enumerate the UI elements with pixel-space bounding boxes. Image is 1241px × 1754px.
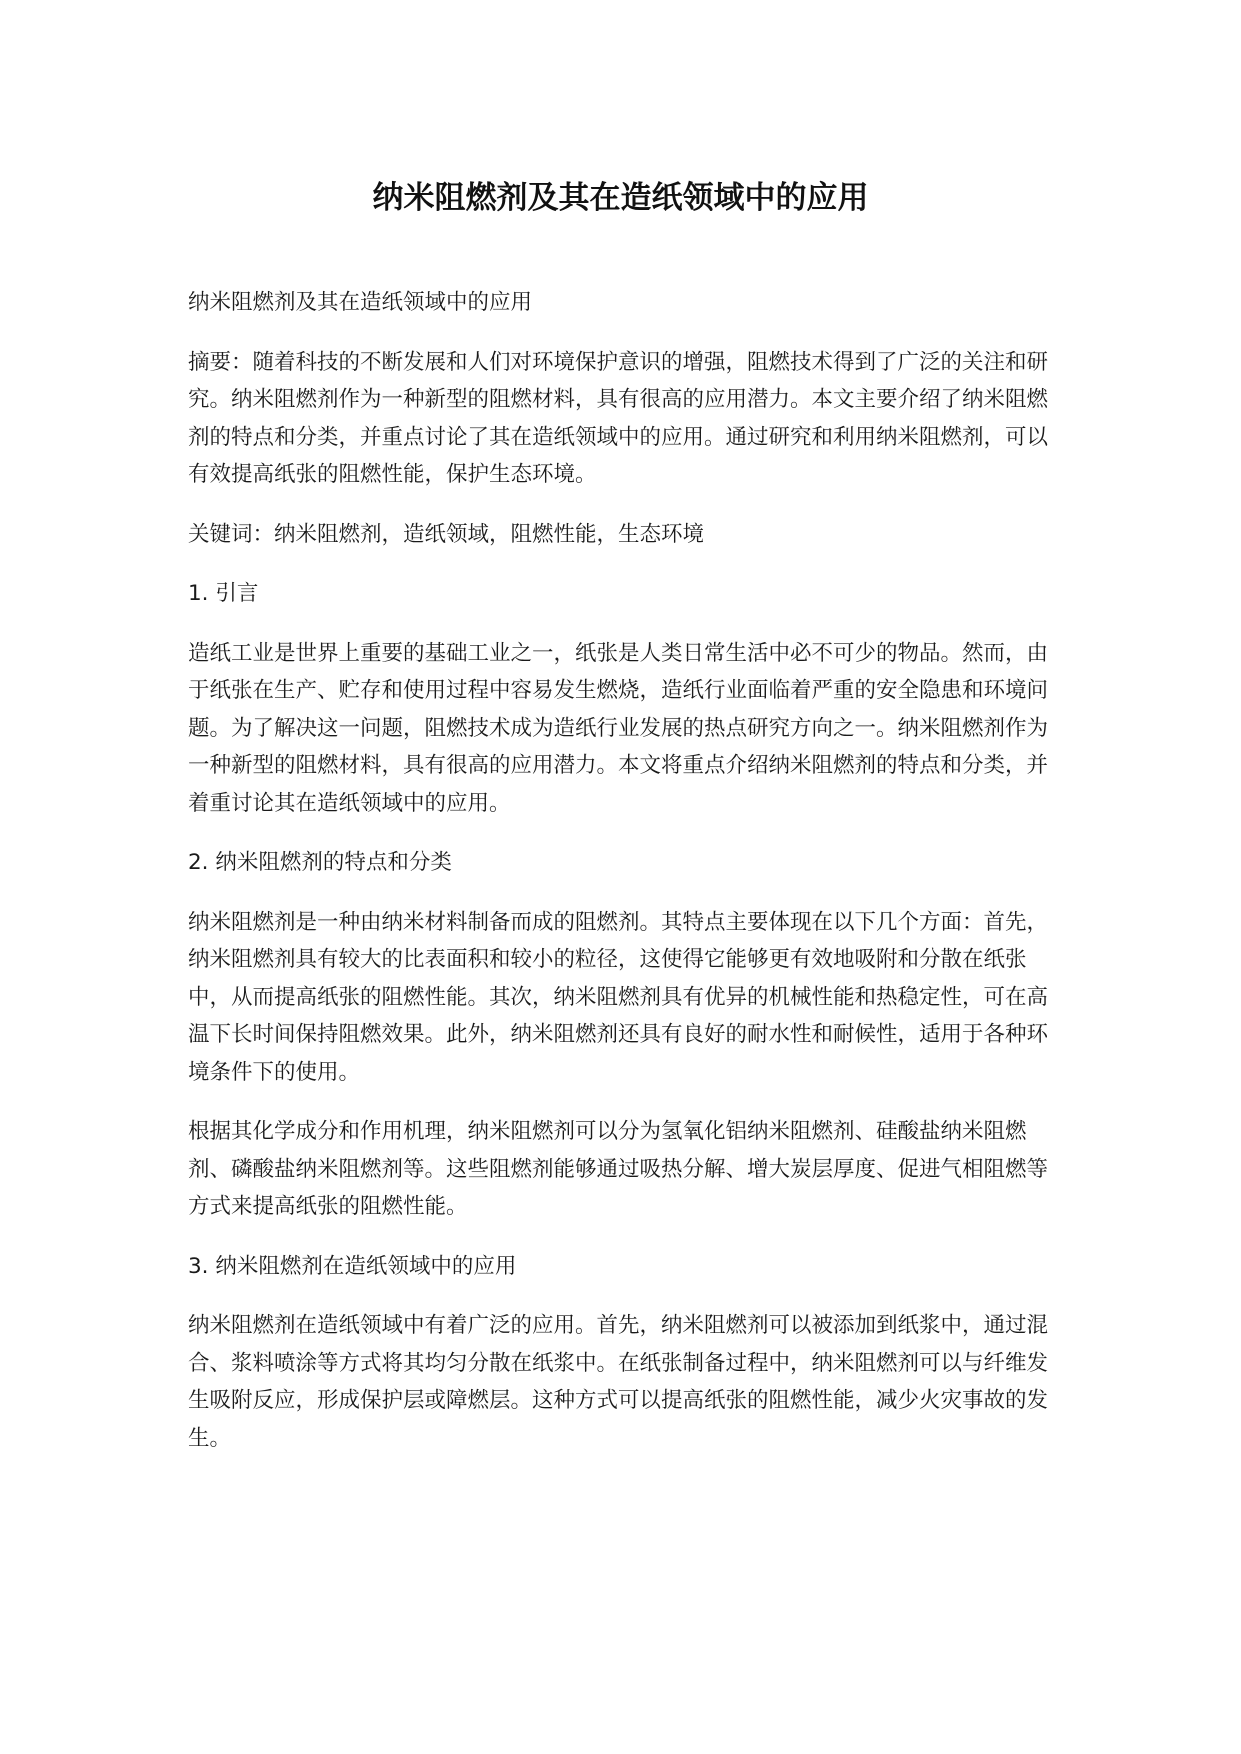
section-heading-characteristics: 2. 纳米阻燃剂的特点和分类 — [188, 850, 452, 875]
document-body — [188, 284, 1068, 1479]
abstract-paragraph: 摘要：随着科技的不断发展和人们对环境保护意识的增强，阻燃技术得到了广泛的关注和研究。纳米阻燃剂作为一种新型的阻燃材料，具有很高的应用潜力。本文主要介绍了纳米阻燃剂的特点和分类，并重点讨论了其在造纸领域中的应用。通过研究和利用纳米阻燃剂，可以有效提高纸张的阻燃性能，保护生态环境。 — [188, 349, 1049, 487]
section-heading-applications: 3. 纳米阻燃剂在造纸领域中的应用 — [188, 1253, 517, 1279]
classification-paragraph: 根据其化学成分和作用机理，纳米阻燃剂可以分为氢氧化铝纳米阻燃剂、硅酸盐纳米阻燃剂、磷酸盐纳米阻燃剂等。这些阻燃剂能够通过吸热分解、增大炭层厚度、促进气相阻燃等方式来提高纸张的阻燃性能。 — [188, 1119, 1049, 1219]
introduction-paragraph: 造纸工业是世界上重要的基础工业之一，纸张是人类日常生活中必不可少的物品。然而，由于纸张在生产、贮存和使用过程中容易发生燃烧，造纸行业面临着严重的安全隐患和环境问题。为了解决这一问题，阻燃技术成为造纸行业发展的热点研究方向之一。纳米阻燃剂作为一种新型的阻燃材料，具有很高的应用潜力。本文将重点介绍纳米阻燃剂的特点和分类，并着重讨论其在造纸领域中的应用。 — [188, 640, 1049, 816]
section-heading-introduction: 1. 引言 — [188, 581, 259, 606]
characteristics-paragraph: 纳米阻燃剂是一种由纳米材料制备而成的阻燃剂。其特点主要体现在以下几个方面：首先，纳米阻燃剂具有较大的比表面积和较小的粒径，这使得它能够更有效地吸附和分散在纸张中，从而提高纸张的阻燃性能。其次，纳米阻燃剂具有优异的机械性能和热稳定性，可在高温下长时间保持阻燃效果。此外，纳米阻燃剂还具有良好的耐水性和耐候性，适用于各种环境条件下的使用。 — [188, 909, 1049, 1085]
applications-paragraph: 纳米阻燃剂在造纸领域中有着广泛的应用。首先，纳米阻燃剂可以被添加到纸浆中，通过混合、浆料喷涂等方式将其均匀分散在纸浆中。在纸张制备过程中，纳米阻燃剂可以与纤维发生吸附反应，形成保护层或障燃层。这种方式可以提高纸张的阻燃性能，减少火灾事故的发生。 — [188, 1313, 1049, 1451]
document-title: 纳米阻燃剂及其在造纸领域中的应用 — [372, 180, 869, 216]
document-subtitle: 纳米阻燃剂及其在造纸领域中的应用 — [188, 290, 533, 315]
keywords-line: 关键词：纳米阻燃剂，造纸领域，阻燃性能，生态环境 — [188, 521, 705, 547]
